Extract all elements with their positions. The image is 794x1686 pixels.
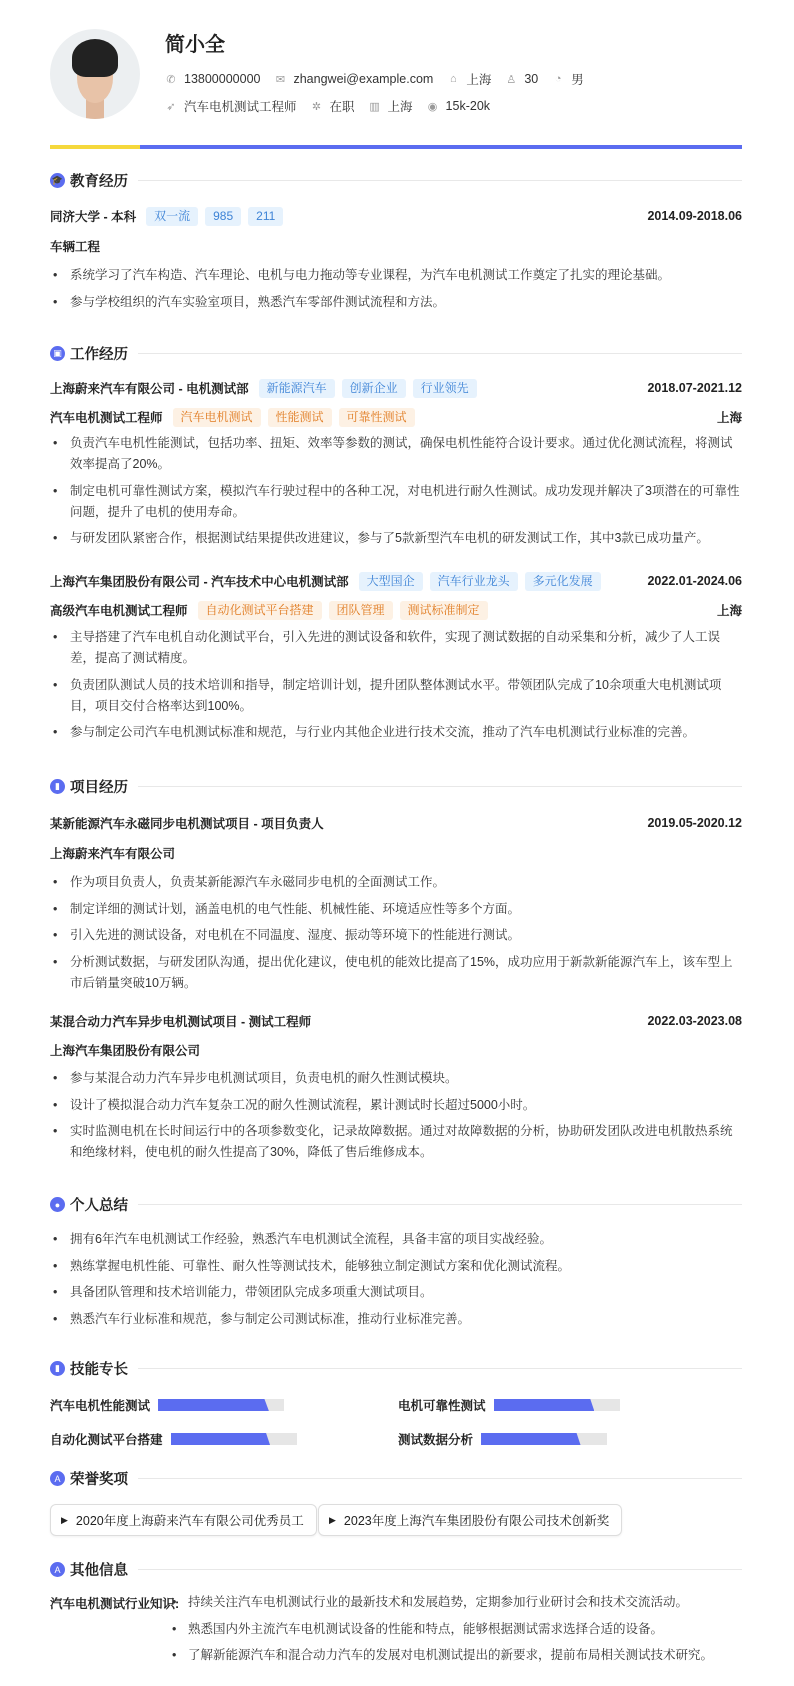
position: 汽车电机测试工程师 (184, 100, 297, 114)
education-row (50, 206, 742, 226)
major-row (50, 236, 742, 256)
list-item: • 分析测试数据，与研发团队沟通，提出优化建议，使电机的能效比提高了15%，成功应用于新款新能源汽车上，该车型上市后销量突破10万辆。 (50, 952, 742, 994)
section-summary (50, 1194, 742, 1215)
major: 车辆工程 (50, 240, 101, 254)
contact-row-2 (165, 97, 504, 115)
section-title: 教育经历 (70, 174, 128, 190)
tag: 创新企业 (342, 379, 406, 398)
header-divider (50, 145, 742, 149)
list-item: • 熟练掌握电机性能、可靠性、耐久性等测试技术，能够独立制定测试方案和优化测试流程。 (50, 1256, 742, 1277)
target-city: 上海 (387, 100, 413, 114)
graduation-icon: 🎓 (50, 173, 65, 188)
tag: 211 (248, 207, 283, 226)
skill-bar (171, 1433, 297, 1445)
gender-icon: ◔ (554, 73, 562, 85)
section-awards (50, 1468, 742, 1489)
skill-item (50, 1430, 297, 1448)
send-icon: ➶ (166, 100, 176, 113)
skill-name: 电机可靠性测试 (398, 1399, 486, 1413)
tag: 新能源汽车 (259, 379, 335, 398)
date: 2022.03-2023.08 (647, 1014, 742, 1028)
job-header (50, 571, 742, 591)
skill-item (50, 1396, 284, 1414)
role: 汽车电机测试工程师 (50, 411, 163, 425)
section-title: 工作经历 (70, 347, 128, 363)
chart-icon: ▮ (50, 1361, 65, 1376)
tag: 可靠性测试 (339, 408, 415, 427)
resume (50, 0, 742, 1662)
education-bullets (50, 265, 742, 318)
school: 同济大学 - 本科 (50, 210, 137, 224)
section-skills (50, 1358, 742, 1379)
summary-bullets (50, 1229, 742, 1335)
company: 上海汽车集团股份有限公司 - 汽车技术中心电机测试部 (50, 575, 349, 589)
tag: 性能测试 (268, 408, 332, 427)
list-item: • 主导搭建了汽车电机自动化测试平台，引入先进的测试设备和软件，实现了测试数据的自动采集和分析，减少了人工误差，提高了测试精度。 (50, 627, 742, 669)
skill-bar (494, 1399, 620, 1411)
list-item: • 拥有6年汽车电机测试工作经验，熟悉汽车电机测试全流程，具备丰富的项目实战经验。 (50, 1229, 742, 1250)
skill-name: 汽车电机性能测试 (50, 1399, 151, 1413)
job-bullets (50, 433, 742, 555)
job-role (50, 600, 742, 620)
section-title: 个人总结 (70, 1198, 128, 1214)
list-item: • 持续关注汽车电机测试行业的最新技术和发展趋势，定期参加行业研讨会和技术交流活动。 (170, 1592, 742, 1613)
list-item: • 实时监测电机在长时间运行中的各项参数变化，记录故障数据。通过对故障数据的分析，协助研发团队改进电机散热系统和绝缘材料，使电机的耐久性提高了30%，降低了售后维修成本。 (50, 1121, 742, 1163)
date: 2019.05-2020.12 (647, 816, 742, 830)
tag: 自动化测试平台搭建 (198, 601, 322, 620)
date: 2022.01-2024.06 (647, 574, 742, 588)
skill-bar (481, 1433, 607, 1445)
project-bullets (50, 1068, 742, 1169)
home-icon: ⌂ (450, 73, 457, 85)
job-role (50, 407, 742, 427)
skill-item (398, 1396, 620, 1414)
project-name: 某混合动力汽车异步电机测试项目 - 测试工程师 (50, 1015, 312, 1029)
list-item: • 作为项目负责人，负责某新能源汽车永磁同步电机的全面测试工作。 (50, 872, 742, 893)
mail-icon: ✉ (275, 73, 286, 86)
list-item: • 制定详细的测试计划，涵盖电机的电气性能、机械性能、环境适应性等多个方面。 (50, 899, 742, 920)
skill-fill (171, 1433, 271, 1445)
project-name: 某新能源汽车永磁同步电机测试项目 - 项目负责人 (50, 817, 324, 831)
tag: 汽车行业龙头 (430, 572, 518, 591)
project-company (50, 1040, 742, 1060)
skill-name: 自动化测试平台搭建 (50, 1433, 163, 1447)
city: 上海 (716, 604, 742, 618)
skill-fill (158, 1399, 269, 1411)
tag: 行业领先 (413, 379, 477, 398)
email[interactable]: zhangwei@example.com (293, 72, 434, 86)
job-header (50, 378, 742, 398)
tag: 汽车电机测试 (173, 408, 261, 427)
list-item: • 引入先进的测试设备，对电机在不同温度、湿度、振动等环境下的性能进行测试。 (50, 925, 742, 946)
city: 上海 (466, 73, 492, 87)
section-other (50, 1559, 742, 1580)
list-item: • 与研发团队紧密合作，根据测试结果提供改进建议，参与了5款新型汽车电机的研发测试工作，其中3款已成功量产。 (50, 528, 742, 549)
list-item: • 负责汽车电机性能测试，包括功率、扭矩、效率等参数的测试，确保电机性能符合设计要求。通过优化测试流程，将测试效率提高了20%。 (50, 433, 742, 475)
list-item: • 参与学校组织的汽车实验室项目，熟悉汽车零部件测试流程和方法。 (50, 292, 742, 313)
tag: 测试标准制定 (400, 601, 488, 620)
skill-fill (481, 1433, 581, 1445)
salary: 15k-20k (445, 99, 491, 113)
section-title: 荣誉奖项 (70, 1472, 128, 1488)
list-item: • 熟悉汽车行业标准和规范，参与制定公司测试标准，推动行业标准完善。 (50, 1309, 742, 1330)
company: 上海蔚来汽车有限公司 - 电机测试部 (50, 382, 249, 396)
project-header (50, 1011, 742, 1031)
award-label: 2020年度上海蔚来汽车有限公司优秀员工 (75, 1514, 304, 1528)
caret-right-icon: ▶ (61, 1514, 68, 1525)
role: 高级汽车电机测试工程师 (50, 604, 188, 618)
list-item: • 参与某混合动力汽车异步电机测试项目，负责电机的耐久性测试模块。 (50, 1068, 742, 1089)
list-item: • 参与制定公司汽车电机测试标准和规范，与行业内其他企业进行技术交流，推动了汽车电机测试行业标准的完善。 (50, 722, 742, 743)
city: 上海 (716, 411, 742, 425)
candidate-name: 简小全 (165, 34, 225, 56)
list-item: • 熟悉国内外主流汽车电机测试设备的性能和特点，能够根据测试需求选择合适的设备。 (170, 1619, 742, 1640)
skill-bar (158, 1399, 284, 1411)
age: 30 (524, 72, 539, 86)
list-item: • 负责团队测试人员的技术培训和指导，制定培训计划，提升团队整体测试水平。带领团队完成了10余项重大电机测试项目，项目交付合格率达到100%。 (50, 675, 742, 717)
other-label: 汽车电机测试行业知识: (50, 1597, 180, 1611)
skill-fill (494, 1399, 595, 1411)
list-item: • 具备团队管理和技术培训能力，带领团队完成多项重大测试项目。 (50, 1282, 742, 1303)
award-icon: A (50, 1471, 65, 1486)
project-company (50, 843, 742, 863)
list-item: • 了解新能源汽车和混合动力汽车的发展对电机测试提出的新要求，提前布局相关测试技术研究。 (170, 1645, 742, 1666)
award-label: 2023年度上海汽车集团股份有限公司技术创新奖 (343, 1514, 610, 1528)
chart-icon: ▮ (50, 779, 65, 794)
project-bullets (50, 872, 742, 999)
skill-name: 测试数据分析 (398, 1433, 474, 1447)
award-item[interactable] (50, 1504, 317, 1536)
status-icon: ✲ (311, 100, 322, 113)
project-header (50, 813, 742, 833)
info-icon: A (50, 1562, 65, 1577)
section-title: 技能专长 (70, 1362, 128, 1378)
caret-right-icon: ▶ (329, 1514, 336, 1525)
list-item: • 制定电机可靠性测试方案，模拟汽车行驶过程中的各种工况，对电机进行耐久性测试。成功发现并解决了3项潜在的可靠性问题，提升了电机的使用寿命。 (50, 481, 742, 523)
section-work (50, 343, 742, 364)
other-bullets (170, 1592, 742, 1672)
tag: 团队管理 (329, 601, 393, 620)
skill-item (398, 1430, 607, 1448)
tag: 大型国企 (359, 572, 423, 591)
phone-icon: ✆ (166, 73, 176, 86)
user-icon: ● (50, 1197, 65, 1212)
list-item: • 系统学习了汽车构造、汽车理论、电机与电力拖动等专业课程，为汽车电机测试工作奠定了扎实的理论基础。 (50, 265, 742, 286)
briefcase-icon: ▣ (50, 346, 65, 361)
building-icon: ▥ (369, 100, 380, 113)
phone: 13800000000 (184, 72, 261, 86)
avatar (50, 29, 140, 119)
section-title: 项目经历 (70, 780, 128, 796)
company: 上海汽车集团股份有限公司 (50, 1044, 201, 1058)
job-bullets (50, 627, 742, 749)
date: 2014.09-2018.06 (647, 209, 742, 223)
list-item: • 设计了模拟混合动力汽车复杂工况的耐久性测试流程，累计测试时长超过5000小时。 (50, 1095, 742, 1116)
section-title: 其他信息 (70, 1563, 128, 1579)
award-item[interactable] (318, 1504, 622, 1536)
cake-icon: ♙ (506, 73, 517, 86)
tag: 双一流 (146, 207, 198, 226)
status: 在职 (329, 100, 355, 114)
section-projects (50, 776, 742, 797)
date: 2018.07-2021.12 (647, 381, 742, 395)
profile-header (50, 0, 742, 146)
tag: 多元化发展 (525, 572, 601, 591)
section-education (50, 170, 742, 191)
tag: 985 (205, 207, 241, 226)
company: 上海蔚来汽车有限公司 (50, 847, 176, 861)
gender: 男 (571, 73, 584, 87)
salary-icon: ◉ (427, 100, 438, 113)
contact-row-1 (165, 70, 598, 88)
